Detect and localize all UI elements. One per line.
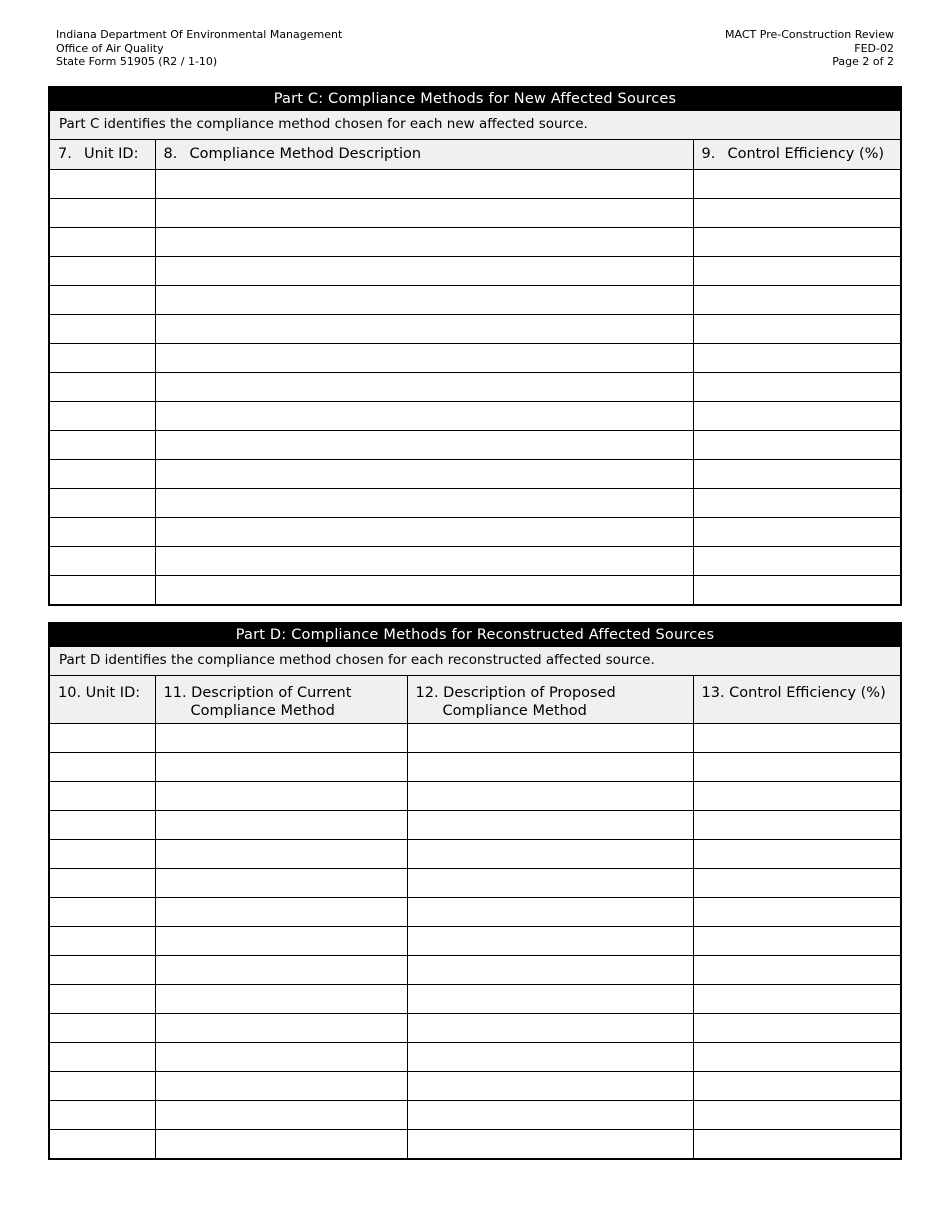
part-d-current-method-cell[interactable] — [155, 984, 407, 1013]
agency-name: Indiana Department Of Environmental Management — [56, 28, 343, 41]
part-d-unit-id-cell[interactable] — [50, 810, 155, 839]
part-c-control-efficiency-cell[interactable] — [693, 401, 900, 430]
part-d-proposed-method-cell[interactable] — [407, 868, 693, 897]
part-c-unit-id-cell[interactable] — [50, 459, 155, 488]
part-d-control-efficiency-cell[interactable] — [693, 1013, 900, 1042]
part-c-row — [50, 459, 900, 488]
part-d-description: Part D identifies the compliance method chosen for each reconstructed affected source. — [50, 647, 900, 676]
part-c-method-description-cell[interactable] — [155, 517, 693, 546]
part-d-proposed-method-cell[interactable] — [407, 1071, 693, 1100]
part-c-method-description-cell[interactable] — [155, 285, 693, 314]
page-number: Page 2 of 2 — [832, 55, 894, 68]
part-d-row — [50, 723, 900, 752]
part-d-current-method-cell[interactable] — [155, 839, 407, 868]
part-c-unit-id-cell[interactable] — [50, 372, 155, 401]
part-c-row — [50, 256, 900, 285]
part-d-control-efficiency-cell[interactable] — [693, 868, 900, 897]
part-c-row — [50, 372, 900, 401]
part-d-unit-id-cell[interactable] — [50, 1100, 155, 1129]
part-c-row — [50, 488, 900, 517]
part-c-unit-id-cell[interactable] — [50, 314, 155, 343]
part-c-method-description-cell[interactable] — [155, 227, 693, 256]
part-c-unit-id-cell[interactable] — [50, 430, 155, 459]
part-d-control-efficiency-cell[interactable] — [693, 1129, 900, 1158]
part-d-current-method-header: 11. Description of Current Compliance Method — [155, 676, 407, 723]
part-d-unit-id-header: 10. Unit ID: — [50, 676, 155, 723]
part-c-row — [50, 546, 900, 575]
part-d-row — [50, 868, 900, 897]
part-d-control-efficiency-cell[interactable] — [693, 984, 900, 1013]
part-d-title: Part D: Compliance Methods for Reconstructed Affected Sources — [50, 624, 900, 647]
part-d-proposed-method-cell[interactable] — [407, 781, 693, 810]
part-c-row — [50, 198, 900, 227]
part-d-proposed-method-header: 12. Description of Proposed Compliance Method — [407, 676, 693, 723]
part-c-efficiency-header: 9. Control Efficiency (%) — [693, 140, 900, 169]
part-c-control-efficiency-cell[interactable] — [693, 198, 900, 227]
part-d-unit-id-cell[interactable] — [50, 955, 155, 984]
part-c-row — [50, 285, 900, 314]
part-d-current-method-cell[interactable] — [155, 723, 407, 752]
part-d-row — [50, 781, 900, 810]
part-d-control-efficiency-cell[interactable] — [693, 810, 900, 839]
part-c-control-efficiency-cell[interactable] — [693, 285, 900, 314]
part-d-proposed-method-cell[interactable] — [407, 1013, 693, 1042]
part-c-description: Part C identifies the compliance method chosen for each new affected source. — [50, 111, 900, 140]
part-d-proposed-method-cell[interactable] — [407, 752, 693, 781]
part-c-unit-id-cell[interactable] — [50, 343, 155, 372]
part-d-row — [50, 810, 900, 839]
part-d-row — [50, 926, 900, 955]
part-d-unit-id-cell[interactable] — [50, 1042, 155, 1071]
part-d-proposed-method-cell[interactable] — [407, 839, 693, 868]
part-c-row — [50, 430, 900, 459]
part-c-unit-id-cell[interactable] — [50, 575, 155, 604]
part-d-proposed-method-cell[interactable] — [407, 926, 693, 955]
part-c-row — [50, 517, 900, 546]
part-d-current-method-cell[interactable] — [155, 1042, 407, 1071]
part-c-method-description-cell[interactable] — [155, 459, 693, 488]
part-c-unit-id-cell[interactable] — [50, 546, 155, 575]
part-c-control-efficiency-cell[interactable] — [693, 256, 900, 285]
part-c-title: Part C: Compliance Methods for New Affected Sources — [50, 88, 900, 111]
part-d-current-method-cell[interactable] — [155, 897, 407, 926]
part-d-current-method-cell[interactable] — [155, 781, 407, 810]
part-d-unit-id-cell[interactable] — [50, 781, 155, 810]
part-d-unit-id-cell[interactable] — [50, 984, 155, 1013]
part-c-unit-id-cell[interactable] — [50, 285, 155, 314]
part-c-method-description-cell[interactable] — [155, 314, 693, 343]
form-number: State Form 51905 (R2 / 1-10) — [56, 55, 218, 68]
part-d-unit-id-cell[interactable] — [50, 752, 155, 781]
part-c-unit-id-cell[interactable] — [50, 256, 155, 285]
part-d-control-efficiency-cell[interactable] — [693, 897, 900, 926]
part-c-method-description-cell[interactable] — [155, 401, 693, 430]
part-c-unit-id-cell[interactable] — [50, 198, 155, 227]
part-c-method-description-cell[interactable] — [155, 546, 693, 575]
part-d-current-method-cell[interactable] — [155, 955, 407, 984]
part-d-control-efficiency-cell[interactable] — [693, 752, 900, 781]
part-d-current-method-cell[interactable] — [155, 752, 407, 781]
part-d-current-method-cell[interactable] — [155, 926, 407, 955]
part-c-unit-id-cell[interactable] — [50, 517, 155, 546]
part-c-control-efficiency-cell[interactable] — [693, 517, 900, 546]
part-c-unit-id-header: 7. Unit ID: — [50, 140, 155, 169]
part-c-table — [50, 140, 900, 604]
part-c-control-efficiency-cell[interactable] — [693, 372, 900, 401]
part-d-proposed-method-cell[interactable] — [407, 723, 693, 752]
part-d-proposed-method-cell[interactable] — [407, 810, 693, 839]
part-c-control-efficiency-cell[interactable] — [693, 227, 900, 256]
part-c-control-efficiency-cell[interactable] — [693, 575, 900, 604]
form-title: MACT Pre-Construction Review — [725, 28, 894, 41]
part-d-unit-id-cell[interactable] — [50, 839, 155, 868]
part-c-control-efficiency-cell[interactable] — [693, 314, 900, 343]
part-d-row — [50, 897, 900, 926]
part-d-current-method-cell[interactable] — [155, 868, 407, 897]
part-d-proposed-method-cell[interactable] — [407, 897, 693, 926]
part-d-control-efficiency-cell[interactable] — [693, 781, 900, 810]
office-name: Office of Air Quality — [56, 41, 164, 55]
part-c-method-description-cell[interactable] — [155, 256, 693, 285]
part-c-row — [50, 314, 900, 343]
part-c-rows — [50, 169, 900, 604]
part-d-row — [50, 839, 900, 868]
part-d-row — [50, 984, 900, 1013]
part-d-control-efficiency-cell[interactable] — [693, 1071, 900, 1100]
part-c-control-efficiency-cell[interactable] — [693, 169, 900, 198]
part-c-method-description-cell[interactable] — [155, 575, 693, 604]
part-d-control-efficiency-cell[interactable] — [693, 1042, 900, 1071]
part-d-proposed-method-cell[interactable] — [407, 1042, 693, 1071]
part-c-control-efficiency-cell[interactable] — [693, 459, 900, 488]
part-d-row — [50, 1129, 900, 1158]
part-d-unit-id-cell[interactable] — [50, 868, 155, 897]
part-d-table — [50, 676, 900, 1158]
part-c-control-efficiency-cell[interactable] — [693, 488, 900, 517]
form-code: FED-02 — [854, 41, 894, 55]
part-c-method-description-cell[interactable] — [155, 372, 693, 401]
part-d-current-method-cell[interactable] — [155, 1129, 407, 1158]
part-c-control-efficiency-cell[interactable] — [693, 546, 900, 575]
part-c-method-description-cell[interactable] — [155, 430, 693, 459]
part-d-unit-id-cell[interactable] — [50, 926, 155, 955]
part-d-control-efficiency-cell[interactable] — [693, 955, 900, 984]
part-d-proposed-method-cell[interactable] — [407, 1100, 693, 1129]
part-c-method-description-cell[interactable] — [155, 343, 693, 372]
part-d-control-efficiency-cell[interactable] — [693, 1100, 900, 1129]
part-d-control-efficiency-cell[interactable] — [693, 926, 900, 955]
part-d-row — [50, 752, 900, 781]
part-d-current-method-cell[interactable] — [155, 1071, 407, 1100]
part-c-control-efficiency-cell[interactable] — [693, 343, 900, 372]
part-c-row — [50, 169, 900, 198]
part-d-row — [50, 955, 900, 984]
part-d-unit-id-cell[interactable] — [50, 1129, 155, 1158]
part-c-row — [50, 227, 900, 256]
part-d-row — [50, 1100, 900, 1129]
form-header-right — [725, 28, 894, 69]
part-c-unit-id-cell[interactable] — [50, 227, 155, 256]
part-d-current-method-cell[interactable] — [155, 1100, 407, 1129]
part-d-efficiency-header: 13. Control Efficiency (%) — [693, 676, 900, 723]
part-c-row — [50, 343, 900, 372]
part-c-method-description-cell[interactable] — [155, 169, 693, 198]
part-d-proposed-method-cell[interactable] — [407, 955, 693, 984]
part-d-control-efficiency-cell[interactable] — [693, 723, 900, 752]
part-d-rows — [50, 723, 900, 1158]
part-d-current-method-cell[interactable] — [155, 1013, 407, 1042]
part-d-unit-id-cell[interactable] — [50, 1013, 155, 1042]
part-c-unit-id-cell[interactable] — [50, 488, 155, 517]
part-d-current-method-cell[interactable] — [155, 810, 407, 839]
part-d-row — [50, 1071, 900, 1100]
part-c-method-description-cell[interactable] — [155, 198, 693, 227]
part-d-proposed-method-cell[interactable] — [407, 1129, 693, 1158]
part-c-row — [50, 575, 900, 604]
part-d-proposed-method-cell[interactable] — [407, 984, 693, 1013]
part-d-unit-id-cell[interactable] — [50, 723, 155, 752]
part-c-method-description-cell[interactable] — [155, 488, 693, 517]
part-c-unit-id-cell[interactable] — [50, 401, 155, 430]
part-c-control-efficiency-cell[interactable] — [693, 430, 900, 459]
form-header-left — [56, 28, 342, 69]
part-d-unit-id-cell[interactable] — [50, 897, 155, 926]
part-c-unit-id-cell[interactable] — [50, 169, 155, 198]
part-c-method-header: 8. Compliance Method Description — [155, 140, 693, 169]
part-d-row — [50, 1042, 900, 1071]
part-c-row — [50, 401, 900, 430]
part-d-row — [50, 1013, 900, 1042]
part-d-control-efficiency-cell[interactable] — [693, 839, 900, 868]
part-c-section — [48, 86, 902, 606]
part-d-section — [48, 622, 902, 1160]
part-d-unit-id-cell[interactable] — [50, 1071, 155, 1100]
